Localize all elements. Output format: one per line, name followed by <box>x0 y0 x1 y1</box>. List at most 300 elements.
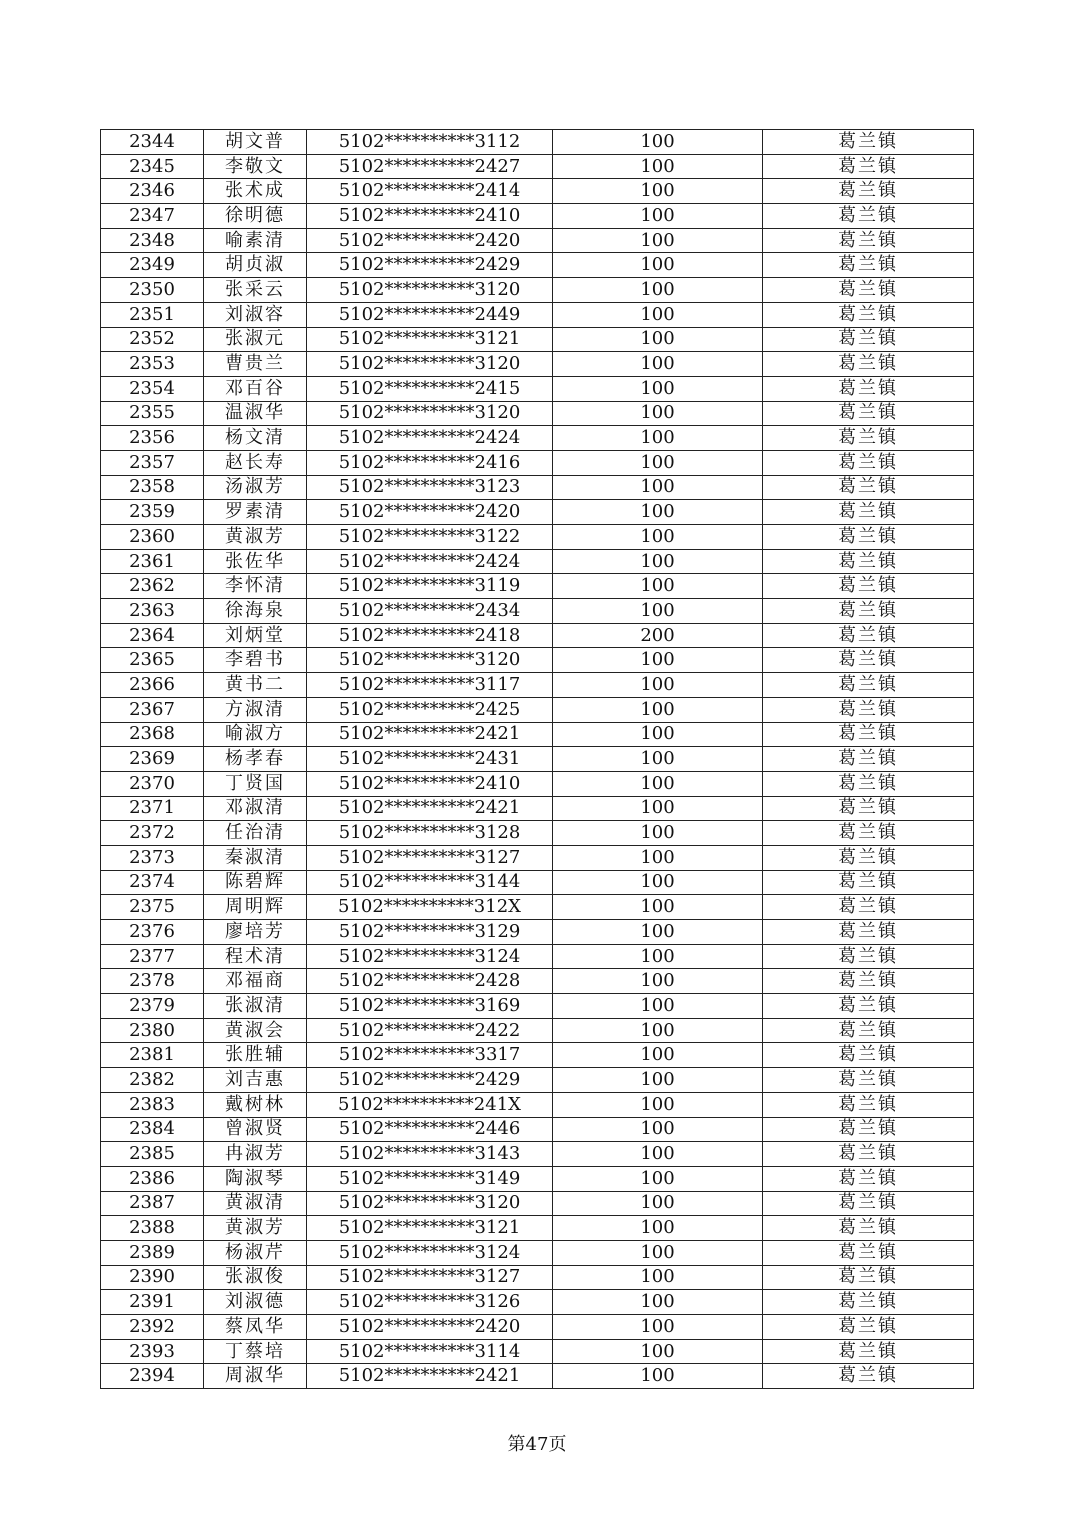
town-cell: 葛兰镇 <box>763 204 974 229</box>
id-number-cell: 5102**********3112 <box>307 130 553 155</box>
table-row <box>101 895 974 920</box>
id-number-cell: 5102**********3127 <box>307 1265 553 1290</box>
town-cell: 葛兰镇 <box>763 154 974 179</box>
town-cell: 葛兰镇 <box>763 401 974 426</box>
table-row <box>101 278 974 303</box>
row-number-cell: 2394 <box>101 1364 204 1389</box>
row-number-cell: 2380 <box>101 1018 204 1043</box>
row-number-cell: 2382 <box>101 1068 204 1093</box>
name-cell: 陶淑琴 <box>204 1166 307 1191</box>
town-cell: 葛兰镇 <box>763 944 974 969</box>
town-cell: 葛兰镇 <box>763 549 974 574</box>
name-cell: 丁蔡培 <box>204 1339 307 1364</box>
name-cell: 李敬文 <box>204 154 307 179</box>
amount-cell: 100 <box>553 1142 763 1167</box>
table-row <box>101 549 974 574</box>
table-row <box>101 1166 974 1191</box>
town-cell: 葛兰镇 <box>763 895 974 920</box>
row-number-cell: 2366 <box>101 673 204 698</box>
id-number-cell: 5102**********3119 <box>307 574 553 599</box>
id-number-cell: 5102**********2422 <box>307 1018 553 1043</box>
amount-cell: 100 <box>553 1068 763 1093</box>
row-number-cell: 2393 <box>101 1339 204 1364</box>
id-number-cell: 5102**********3317 <box>307 1043 553 1068</box>
row-number-cell: 2383 <box>101 1092 204 1117</box>
row-number-cell: 2357 <box>101 450 204 475</box>
row-number-cell: 2365 <box>101 648 204 673</box>
table-row <box>101 327 974 352</box>
id-number-cell: 5102**********3120 <box>307 648 553 673</box>
row-number-cell: 2389 <box>101 1240 204 1265</box>
amount-cell: 100 <box>553 376 763 401</box>
amount-cell: 100 <box>553 821 763 846</box>
id-number-cell: 5102**********3149 <box>307 1166 553 1191</box>
table-row <box>101 130 974 155</box>
row-number-cell: 2361 <box>101 549 204 574</box>
amount-cell: 100 <box>553 1290 763 1315</box>
id-number-cell: 5102**********3126 <box>307 1290 553 1315</box>
table-row <box>101 1240 974 1265</box>
name-cell: 程术清 <box>204 944 307 969</box>
table-row <box>101 771 974 796</box>
amount-cell: 100 <box>553 895 763 920</box>
town-cell: 葛兰镇 <box>763 574 974 599</box>
town-cell: 葛兰镇 <box>763 994 974 1019</box>
town-cell: 葛兰镇 <box>763 179 974 204</box>
table-row <box>101 648 974 673</box>
row-number-cell: 2346 <box>101 179 204 204</box>
name-cell: 廖培芳 <box>204 920 307 945</box>
id-number-cell: 5102**********2410 <box>307 771 553 796</box>
table-row <box>101 1092 974 1117</box>
town-cell: 葛兰镇 <box>763 920 974 945</box>
table-row <box>101 1018 974 1043</box>
table-row <box>101 870 974 895</box>
row-number-cell: 2370 <box>101 771 204 796</box>
row-number-cell: 2392 <box>101 1315 204 1340</box>
town-cell: 葛兰镇 <box>763 697 974 722</box>
amount-cell: 100 <box>553 796 763 821</box>
name-cell: 黄淑清 <box>204 1191 307 1216</box>
table-row <box>101 500 974 525</box>
amount-cell: 100 <box>553 599 763 624</box>
town-cell: 葛兰镇 <box>763 525 974 550</box>
row-number-cell: 2354 <box>101 376 204 401</box>
row-number-cell: 2377 <box>101 944 204 969</box>
amount-cell: 100 <box>553 994 763 1019</box>
row-number-cell: 2349 <box>101 253 204 278</box>
name-cell: 徐明德 <box>204 204 307 229</box>
row-number-cell: 2347 <box>101 204 204 229</box>
table-row <box>101 599 974 624</box>
name-cell: 任治清 <box>204 821 307 846</box>
row-number-cell: 2364 <box>101 623 204 648</box>
id-number-cell: 5102**********2410 <box>307 204 553 229</box>
name-cell: 邓百谷 <box>204 376 307 401</box>
table-row <box>101 228 974 253</box>
row-number-cell: 2375 <box>101 895 204 920</box>
id-number-cell: 5102**********2429 <box>307 253 553 278</box>
row-number-cell: 2371 <box>101 796 204 821</box>
name-cell: 黄淑芳 <box>204 525 307 550</box>
id-number-cell: 5102**********2431 <box>307 747 553 772</box>
id-number-cell: 5102**********3144 <box>307 870 553 895</box>
town-cell: 葛兰镇 <box>763 1142 974 1167</box>
table-row <box>101 673 974 698</box>
row-number-cell: 2358 <box>101 475 204 500</box>
town-cell: 葛兰镇 <box>763 870 974 895</box>
table-row <box>101 574 974 599</box>
id-number-cell: 5102**********2420 <box>307 500 553 525</box>
amount-cell: 100 <box>553 278 763 303</box>
table-row <box>101 1364 974 1389</box>
name-cell: 胡贞淑 <box>204 253 307 278</box>
amount-cell: 100 <box>553 352 763 377</box>
name-cell: 邓福商 <box>204 969 307 994</box>
town-cell: 葛兰镇 <box>763 1364 974 1389</box>
table-row <box>101 623 974 648</box>
name-cell: 丁贤国 <box>204 771 307 796</box>
amount-cell: 100 <box>553 130 763 155</box>
row-number-cell: 2363 <box>101 599 204 624</box>
row-number-cell: 2388 <box>101 1216 204 1241</box>
row-number-cell: 2390 <box>101 1265 204 1290</box>
id-number-cell: 5102**********3143 <box>307 1142 553 1167</box>
name-cell: 曾淑贤 <box>204 1117 307 1142</box>
table-row <box>101 1191 974 1216</box>
row-number-cell: 2384 <box>101 1117 204 1142</box>
row-number-cell: 2348 <box>101 228 204 253</box>
town-cell: 葛兰镇 <box>763 352 974 377</box>
id-number-cell: 5102**********2415 <box>307 376 553 401</box>
row-number-cell: 2353 <box>101 352 204 377</box>
row-number-cell: 2359 <box>101 500 204 525</box>
row-number-cell: 2368 <box>101 722 204 747</box>
subsidy-table <box>100 129 974 1389</box>
row-number-cell: 2352 <box>101 327 204 352</box>
id-number-cell: 5102**********3123 <box>307 475 553 500</box>
name-cell: 黄书二 <box>204 673 307 698</box>
id-number-cell: 5102**********312X <box>307 895 553 920</box>
town-cell: 葛兰镇 <box>763 278 974 303</box>
name-cell: 温淑华 <box>204 401 307 426</box>
amount-cell: 100 <box>553 944 763 969</box>
town-cell: 葛兰镇 <box>763 821 974 846</box>
id-number-cell: 5102**********2418 <box>307 623 553 648</box>
town-cell: 葛兰镇 <box>763 1339 974 1364</box>
table-row <box>101 920 974 945</box>
town-cell: 葛兰镇 <box>763 450 974 475</box>
town-cell: 葛兰镇 <box>763 845 974 870</box>
town-cell: 葛兰镇 <box>763 673 974 698</box>
name-cell: 罗素清 <box>204 500 307 525</box>
name-cell: 杨文清 <box>204 426 307 451</box>
row-number-cell: 2372 <box>101 821 204 846</box>
table-row <box>101 747 974 772</box>
name-cell: 张淑元 <box>204 327 307 352</box>
amount-cell: 100 <box>553 1265 763 1290</box>
id-number-cell: 5102**********3120 <box>307 1191 553 1216</box>
table-row <box>101 1142 974 1167</box>
name-cell: 陈碧辉 <box>204 870 307 895</box>
name-cell: 黄淑会 <box>204 1018 307 1043</box>
page-number: 第47页 <box>507 1434 567 1455</box>
town-cell: 葛兰镇 <box>763 747 974 772</box>
id-number-cell: 5102**********2427 <box>307 154 553 179</box>
table-row <box>101 204 974 229</box>
table-row <box>101 845 974 870</box>
town-cell: 葛兰镇 <box>763 302 974 327</box>
id-number-cell: 5102**********3169 <box>307 994 553 1019</box>
id-number-cell: 5102**********3120 <box>307 352 553 377</box>
table-row <box>101 253 974 278</box>
amount-cell: 100 <box>553 574 763 599</box>
town-cell: 葛兰镇 <box>763 1216 974 1241</box>
table-row <box>101 1290 974 1315</box>
town-cell: 葛兰镇 <box>763 599 974 624</box>
name-cell: 杨淑芹 <box>204 1240 307 1265</box>
amount-cell: 100 <box>553 154 763 179</box>
town-cell: 葛兰镇 <box>763 1117 974 1142</box>
town-cell: 葛兰镇 <box>763 796 974 821</box>
amount-cell: 100 <box>553 253 763 278</box>
id-number-cell: 5102**********2434 <box>307 599 553 624</box>
table-row <box>101 475 974 500</box>
name-cell: 张胜辅 <box>204 1043 307 1068</box>
town-cell: 葛兰镇 <box>763 376 974 401</box>
id-number-cell: 5102**********2420 <box>307 1315 553 1340</box>
id-number-cell: 5102**********2414 <box>307 179 553 204</box>
table-row <box>101 1315 974 1340</box>
row-number-cell: 2378 <box>101 969 204 994</box>
row-number-cell: 2374 <box>101 870 204 895</box>
amount-cell: 100 <box>553 1216 763 1241</box>
table-row <box>101 796 974 821</box>
name-cell: 喻素清 <box>204 228 307 253</box>
name-cell: 周淑华 <box>204 1364 307 1389</box>
amount-cell: 100 <box>553 771 763 796</box>
name-cell: 张淑俊 <box>204 1265 307 1290</box>
table-body <box>101 130 974 1389</box>
row-number-cell: 2360 <box>101 525 204 550</box>
name-cell: 刘淑容 <box>204 302 307 327</box>
amount-cell: 100 <box>553 969 763 994</box>
id-number-cell: 5102**********241X <box>307 1092 553 1117</box>
town-cell: 葛兰镇 <box>763 1290 974 1315</box>
name-cell: 曹贵兰 <box>204 352 307 377</box>
table-row <box>101 1339 974 1364</box>
town-cell: 葛兰镇 <box>763 969 974 994</box>
amount-cell: 100 <box>553 1240 763 1265</box>
town-cell: 葛兰镇 <box>763 475 974 500</box>
town-cell: 葛兰镇 <box>763 1068 974 1093</box>
table-row <box>101 1117 974 1142</box>
table-row <box>101 154 974 179</box>
table-row <box>101 1068 974 1093</box>
amount-cell: 100 <box>553 1117 763 1142</box>
row-number-cell: 2379 <box>101 994 204 1019</box>
name-cell: 方淑清 <box>204 697 307 722</box>
table-row <box>101 1265 974 1290</box>
row-number-cell: 2387 <box>101 1191 204 1216</box>
id-number-cell: 5102**********2449 <box>307 302 553 327</box>
table-row <box>101 179 974 204</box>
name-cell: 冉淑芳 <box>204 1142 307 1167</box>
id-number-cell: 5102**********2424 <box>307 426 553 451</box>
table-row <box>101 401 974 426</box>
amount-cell: 100 <box>553 1364 763 1389</box>
amount-cell: 100 <box>553 450 763 475</box>
name-cell: 邓淑清 <box>204 796 307 821</box>
amount-cell: 100 <box>553 1166 763 1191</box>
table-row <box>101 969 974 994</box>
amount-cell: 100 <box>553 179 763 204</box>
row-number-cell: 2373 <box>101 845 204 870</box>
id-number-cell: 5102**********2421 <box>307 796 553 821</box>
id-number-cell: 5102**********2428 <box>307 969 553 994</box>
table-row <box>101 722 974 747</box>
name-cell: 杨孝春 <box>204 747 307 772</box>
id-number-cell: 5102**********2424 <box>307 549 553 574</box>
row-number-cell: 2369 <box>101 747 204 772</box>
id-number-cell: 5102**********3127 <box>307 845 553 870</box>
id-number-cell: 5102**********3129 <box>307 920 553 945</box>
town-cell: 葛兰镇 <box>763 1191 974 1216</box>
id-number-cell: 5102**********2416 <box>307 450 553 475</box>
name-cell: 李碧书 <box>204 648 307 673</box>
amount-cell: 100 <box>553 302 763 327</box>
amount-cell: 100 <box>553 426 763 451</box>
id-number-cell: 5102**********3114 <box>307 1339 553 1364</box>
town-cell: 葛兰镇 <box>763 1018 974 1043</box>
amount-cell: 100 <box>553 549 763 574</box>
town-cell: 葛兰镇 <box>763 500 974 525</box>
id-number-cell: 5102**********3120 <box>307 401 553 426</box>
row-number-cell: 2386 <box>101 1166 204 1191</box>
amount-cell: 100 <box>553 525 763 550</box>
town-cell: 葛兰镇 <box>763 130 974 155</box>
id-number-cell: 5102**********3122 <box>307 525 553 550</box>
row-number-cell: 2350 <box>101 278 204 303</box>
amount-cell: 100 <box>553 673 763 698</box>
table-row <box>101 302 974 327</box>
name-cell: 蔡凤华 <box>204 1315 307 1340</box>
row-number-cell: 2391 <box>101 1290 204 1315</box>
amount-cell: 100 <box>553 1018 763 1043</box>
id-number-cell: 5102**********3124 <box>307 944 553 969</box>
row-number-cell: 2351 <box>101 302 204 327</box>
id-number-cell: 5102**********2425 <box>307 697 553 722</box>
town-cell: 葛兰镇 <box>763 1092 974 1117</box>
table-row <box>101 376 974 401</box>
row-number-cell: 2367 <box>101 697 204 722</box>
row-number-cell: 2385 <box>101 1142 204 1167</box>
name-cell: 赵长寿 <box>204 450 307 475</box>
name-cell: 徐海泉 <box>204 599 307 624</box>
id-number-cell: 5102**********2421 <box>307 1364 553 1389</box>
amount-cell: 100 <box>553 204 763 229</box>
name-cell: 戴树林 <box>204 1092 307 1117</box>
town-cell: 葛兰镇 <box>763 327 974 352</box>
name-cell: 周明辉 <box>204 895 307 920</box>
table-row <box>101 1216 974 1241</box>
amount-cell: 100 <box>553 845 763 870</box>
name-cell: 刘吉惠 <box>204 1068 307 1093</box>
amount-cell: 100 <box>553 722 763 747</box>
amount-cell: 100 <box>553 920 763 945</box>
row-number-cell: 2345 <box>101 154 204 179</box>
amount-cell: 100 <box>553 697 763 722</box>
name-cell: 刘炳堂 <box>204 623 307 648</box>
town-cell: 葛兰镇 <box>763 623 974 648</box>
id-number-cell: 5102**********3121 <box>307 1216 553 1241</box>
table-row <box>101 821 974 846</box>
id-number-cell: 5102**********3117 <box>307 673 553 698</box>
name-cell: 张采云 <box>204 278 307 303</box>
id-number-cell: 5102**********2420 <box>307 228 553 253</box>
amount-cell: 100 <box>553 327 763 352</box>
town-cell: 葛兰镇 <box>763 1315 974 1340</box>
row-number-cell: 2381 <box>101 1043 204 1068</box>
amount-cell: 100 <box>553 1092 763 1117</box>
name-cell: 李怀清 <box>204 574 307 599</box>
amount-cell: 100 <box>553 1315 763 1340</box>
table-row <box>101 525 974 550</box>
row-number-cell: 2376 <box>101 920 204 945</box>
name-cell: 张佐华 <box>204 549 307 574</box>
town-cell: 葛兰镇 <box>763 1265 974 1290</box>
amount-cell: 100 <box>553 870 763 895</box>
row-number-cell: 2344 <box>101 130 204 155</box>
town-cell: 葛兰镇 <box>763 228 974 253</box>
id-number-cell: 5102**********3120 <box>307 278 553 303</box>
amount-cell: 100 <box>553 648 763 673</box>
amount-cell: 200 <box>553 623 763 648</box>
row-number-cell: 2355 <box>101 401 204 426</box>
name-cell: 胡文普 <box>204 130 307 155</box>
town-cell: 葛兰镇 <box>763 426 974 451</box>
amount-cell: 100 <box>553 500 763 525</box>
id-number-cell: 5102**********3121 <box>307 327 553 352</box>
name-cell: 秦淑清 <box>204 845 307 870</box>
amount-cell: 100 <box>553 1191 763 1216</box>
town-cell: 葛兰镇 <box>763 722 974 747</box>
table-row <box>101 352 974 377</box>
row-number-cell: 2356 <box>101 426 204 451</box>
table-row <box>101 450 974 475</box>
table-row <box>101 994 974 1019</box>
id-number-cell: 5102**********2429 <box>307 1068 553 1093</box>
amount-cell: 100 <box>553 475 763 500</box>
town-cell: 葛兰镇 <box>763 1043 974 1068</box>
name-cell: 汤淑芳 <box>204 475 307 500</box>
name-cell: 张淑清 <box>204 994 307 1019</box>
table-row <box>101 426 974 451</box>
name-cell: 黄淑芳 <box>204 1216 307 1241</box>
id-number-cell: 5102**********3128 <box>307 821 553 846</box>
table-row <box>101 697 974 722</box>
amount-cell: 100 <box>553 1043 763 1068</box>
amount-cell: 100 <box>553 747 763 772</box>
town-cell: 葛兰镇 <box>763 771 974 796</box>
row-number-cell: 2362 <box>101 574 204 599</box>
table-row <box>101 944 974 969</box>
name-cell: 张术成 <box>204 179 307 204</box>
id-number-cell: 5102**********2446 <box>307 1117 553 1142</box>
town-cell: 葛兰镇 <box>763 1240 974 1265</box>
name-cell: 喻淑方 <box>204 722 307 747</box>
town-cell: 葛兰镇 <box>763 253 974 278</box>
